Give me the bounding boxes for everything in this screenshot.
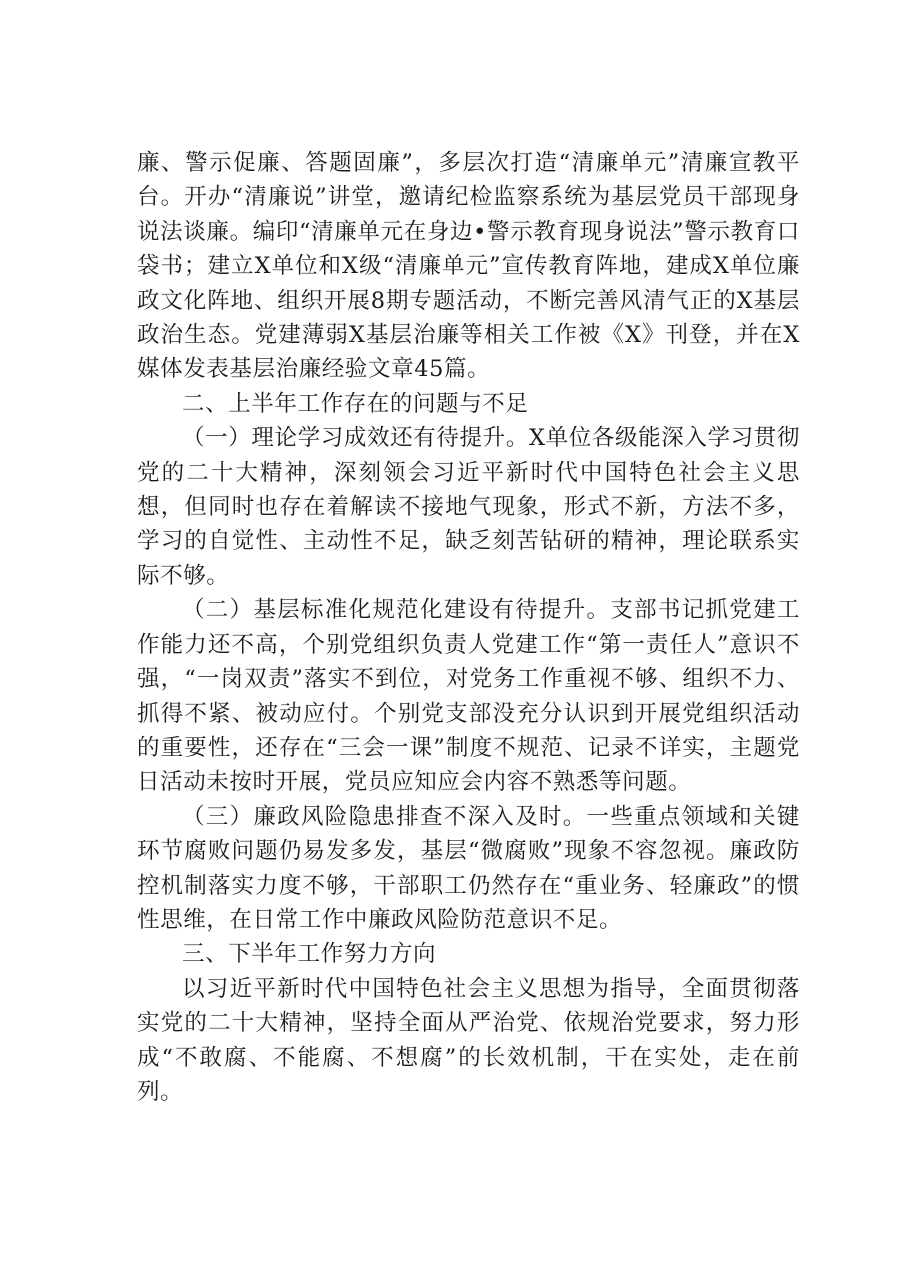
section-heading-problems: 二、上半年工作存在的问题与不足 bbox=[182, 390, 529, 417]
paragraph-standardization: （二）基层标准化规范化建设有待提升。支部书记抓党建工作能力还不高，个别党组织负责人党建工作“第一责任人”意识不强，“一岗双责”落实不到位，对党务工作重视不够、组织不力、抓得不紧、被动应付。个别党支部没充分认识到开展党组织活动的重要性，还存在“三会一课”制度不规范、记录不详实，主题党日活动未按时开展，党员应知应会内容不熟悉等问题。 bbox=[137, 597, 800, 796]
paragraph-integrity-risk: （三）廉政风险隐患排查不深入及时。一些重点领域和关键环节腐败问题仍易发多发，基层“微腐败”现象不容忽视。廉政防控机制落实力度不够，干部职工仍然存在“重业务、轻廉政”的惯性思维，在日常工作中廉政风险防范意识不足。 bbox=[137, 803, 800, 933]
section-heading-direction: 三、下半年工作努力方向 bbox=[182, 941, 437, 968]
paragraph-continuation: 廉、警示促廉、答题固廉”，多层次打造“清廉单元”清廉宣教平台。开办“清廉说”讲堂，邀请纪检监察系统为基层党员干部现身说法谈廉。编印“清廉单元在身边•警示教育现身说法”警示教育口袋书；建立X单位和X级“清廉单元”宣传教育阵地，建成X单位廉政文化阵地、组织开展8期专题活动，不断完善风清气正的X基层政治生态。党建薄弱X基层治廉等相关工作被《X》刊登，并在X媒体发表基层治廉经验文章45篇。 bbox=[137, 150, 800, 383]
paragraph-direction: 以习近平新时代中国特色社会主义思想为指导，全面贯彻落实党的二十大精神，坚持全面从严治党、依规治党要求，努力形成“不敢腐、不能腐、不想腐”的长效机制，干在实处，走在前列。 bbox=[137, 975, 800, 1105]
document-body bbox=[137, 146, 800, 1109]
paragraph-theory-study: （一）理论学习成效还有待提升。X单位各级能深入学习贯彻党的二十大精神，深刻领会习近平新时代中国特色社会主义思想，但同时也存在着解读不接地气现象，形式不新，方法不多，学习的自觉性、主动性不足，缺乏刻苦钻研的精神，理论联系实际不够。 bbox=[137, 425, 800, 589]
